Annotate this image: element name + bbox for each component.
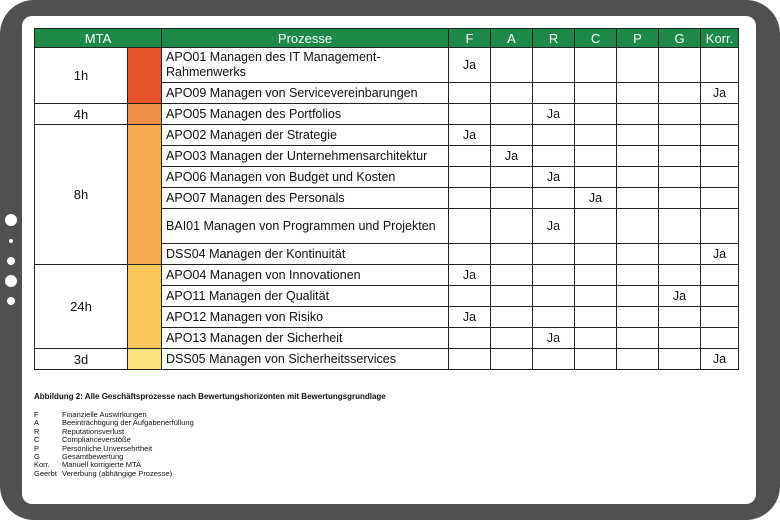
rating-cell [533,307,575,328]
rating-cell [575,307,617,328]
rating-cell [617,188,659,209]
rating-cell [533,188,575,209]
legend-value: Persönliche Unversehrtheit [62,443,153,453]
rating-cell [491,48,533,83]
rating-cell: Ja [575,188,617,209]
rating-cell [659,307,701,328]
rating-cell: Ja [449,125,491,146]
rating-cell: Ja [533,104,575,125]
rating-cell: Ja [491,146,533,167]
rating-cell: Ja [701,244,739,265]
sensor-dot [9,239,13,243]
rating-cell [701,146,739,167]
process-name: DSS04 Managen der Kontinuität [162,244,449,265]
rating-cell [575,349,617,370]
process-name: APO01 Managen des IT Management-Rahmenwerks [162,48,449,83]
header-p: P [617,29,659,48]
process-name: APO09 Managen von Servicevereinbarungen [162,83,449,104]
legend-key: Korr. [34,460,50,470]
process-name: BAI01 Managen von Programmen und Projekten [162,209,449,244]
mta-cell: 8h [35,125,128,265]
rating-cell [617,104,659,125]
rating-cell [659,83,701,104]
rating-cell [617,349,659,370]
rating-cell [533,265,575,286]
rating-cell [449,83,491,104]
table-row [35,265,739,286]
header-mta: MTA [35,29,162,48]
rating-cell [617,265,659,286]
rating-cell: Ja [701,83,739,104]
header-c: C [575,29,617,48]
rating-cell: Ja [659,286,701,307]
rating-cell: Ja [533,167,575,188]
rating-cell [533,349,575,370]
rating-cell [701,286,739,307]
rating-cell [491,167,533,188]
process-table [34,28,739,370]
rating-cell [575,167,617,188]
mta-color-bar [128,104,162,125]
header-prozesse: Prozesse [162,29,449,48]
rating-cell [575,125,617,146]
table-row [35,125,739,146]
rating-cell [575,265,617,286]
rating-cell [617,125,659,146]
table-row [35,349,739,370]
rating-cell [659,265,701,286]
header-a: A [491,29,533,48]
legend-value: Reputationsverlust [62,426,125,436]
document-screen [22,16,756,504]
rating-cell [449,104,491,125]
rating-cell [449,188,491,209]
header-f: F [449,29,491,48]
rating-cell: Ja [449,265,491,286]
rating-cell [491,349,533,370]
rating-cell [575,209,617,244]
rating-cell: Ja [449,48,491,83]
rating-cell [659,244,701,265]
rating-cell [491,328,533,349]
rating-cell [701,265,739,286]
process-name: DSS05 Managen von Sicherheitsservices [162,349,449,370]
rating-cell [659,209,701,244]
rating-cell [575,83,617,104]
rating-cell [533,146,575,167]
rating-cell [701,188,739,209]
legend-key: P [34,443,40,453]
rating-cell [449,209,491,244]
rating-cell: Ja [533,328,575,349]
mta-cell: 1h [35,48,128,104]
rating-cell [701,307,739,328]
rating-cell [491,188,533,209]
rating-cell [659,125,701,146]
rating-cell [617,328,659,349]
process-name: APO05 Managen des Portfolios [162,104,449,125]
process-name: APO11 Managen der Qualität [162,286,449,307]
rating-cell [659,146,701,167]
header-korr: Korr. [701,29,739,48]
process-name: APO03 Managen der Unternehmensarchitektur [162,146,449,167]
legend-value: Beeinträchtigung der Aufgabenerfüllung [62,418,194,428]
legend-key: A [34,418,40,428]
rating-cell [491,209,533,244]
rating-cell [533,83,575,104]
header-row [35,29,739,48]
process-name: APO13 Managen der Sicherheit [162,328,449,349]
rating-cell [575,286,617,307]
rating-cell [491,83,533,104]
rating-cell [617,146,659,167]
rating-cell [701,167,739,188]
rating-cell [659,167,701,188]
process-name: APO07 Managen des Personals [162,188,449,209]
mta-cell: 3d [35,349,128,370]
rating-cell [617,307,659,328]
mta-color-bar [128,48,162,104]
rating-cell [659,188,701,209]
legend-key: Geerbt [34,468,57,478]
figure-caption: Abbildung 2: Alle Geschäftsprozesse nach Bewertungshorizonten mit Bewertungsgrundlage [34,392,386,401]
rating-cell [575,328,617,349]
rating-cell [533,48,575,83]
rating-cell [659,48,701,83]
rating-cell [575,104,617,125]
header-g: G [659,29,701,48]
rating-cell [533,244,575,265]
rating-cell [533,286,575,307]
process-name: APO06 Managen von Budget und Kosten [162,167,449,188]
rating-cell [449,146,491,167]
rating-cell [449,167,491,188]
rating-cell [575,146,617,167]
process-name: APO04 Managen von Innovationen [162,265,449,286]
rating-cell: Ja [449,307,491,328]
rating-cell [449,244,491,265]
sensor-dot [5,275,17,287]
rating-cell [491,307,533,328]
legend [34,411,194,478]
legend-item [34,470,194,478]
rating-cell [533,125,575,146]
rating-cell [449,286,491,307]
process-name: APO12 Managen von Risiko [162,307,449,328]
rating-cell: Ja [701,349,739,370]
rating-cell [701,328,739,349]
rating-cell [701,104,739,125]
table-row [35,104,739,125]
legend-value: Finanzielle Auswirkungen [62,410,147,419]
rating-cell [659,349,701,370]
rating-cell [575,244,617,265]
rating-cell [491,286,533,307]
header-r: R [533,29,575,48]
rating-cell [617,244,659,265]
mta-cell: 4h [35,104,128,125]
rating-cell [617,167,659,188]
mta-color-bar [128,125,162,265]
rating-cell [701,209,739,244]
rating-cell [449,328,491,349]
mta-color-bar [128,265,162,349]
rating-cell [617,286,659,307]
sensor-dot [7,297,15,305]
rating-cell [701,48,739,83]
legend-key: R [34,426,40,436]
rating-cell [617,83,659,104]
rating-cell [617,48,659,83]
rating-cell [491,104,533,125]
rating-cell [491,125,533,146]
rating-cell [491,244,533,265]
mta-cell: 24h [35,265,128,349]
rating-cell [491,265,533,286]
rating-cell [659,104,701,125]
legend-value: Gesamtbewertung [62,452,124,462]
rating-cell: Ja [533,209,575,244]
rating-cell [449,349,491,370]
rating-cell [701,125,739,146]
camera-dot [5,214,17,226]
rating-cell [575,48,617,83]
rating-cell [659,328,701,349]
table-row [35,48,739,83]
legend-key: C [34,435,40,445]
mta-color-bar [128,349,162,370]
process-name: APO02 Managen der Strategie [162,125,449,146]
sensor-dot [7,257,15,265]
legend-value: Complianceverstöße [62,435,131,445]
legend-value: Manuell korrigierte MTA [62,460,142,470]
legend-value: Vererbung (abhängige Prozesse) [62,468,173,478]
legend-key: G [34,452,40,462]
rating-cell [617,209,659,244]
legend-key: F [34,410,39,419]
